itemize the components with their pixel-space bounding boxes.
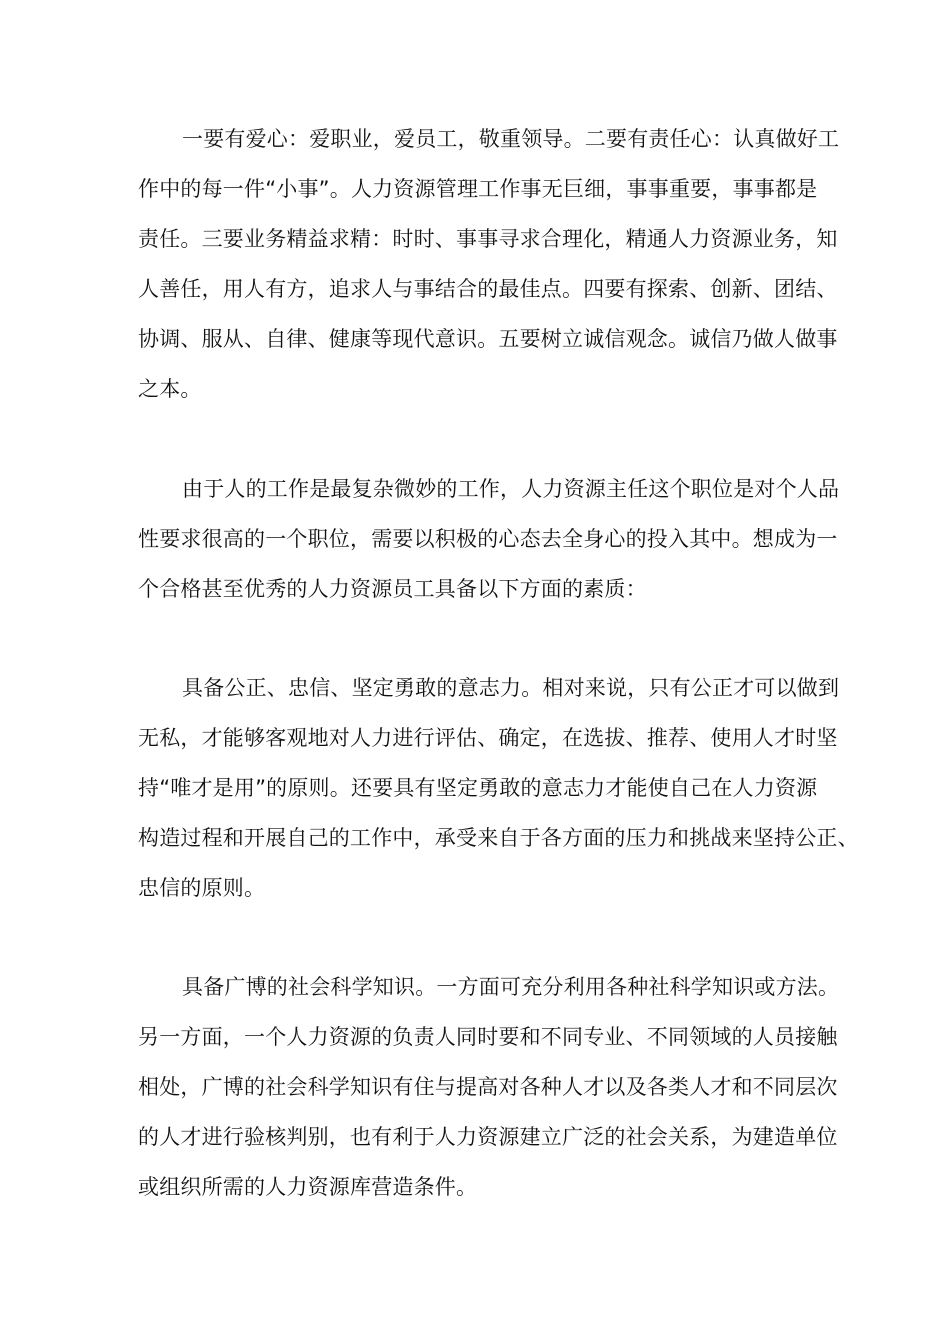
paragraph-introduction — [138, 464, 840, 614]
paragraph-line: 无私，才能够客观地对人力进行评估、确定，在选拔、推荐、使用人才时坚 — [138, 726, 838, 750]
paragraph-knowledge — [138, 962, 840, 1212]
paragraph-line: 另一方面，一个人力资源的负责人同时要和不同专业、不同领域的人员接触 — [138, 1025, 838, 1049]
paragraph-line: 忠信的原则。 — [138, 876, 266, 900]
paragraph-line: 或组织所需的人力资源库营造条件。 — [138, 1175, 478, 1199]
paragraph-line: 个合格甚至优秀的人力资源员工具备以下方面的素质： — [138, 577, 647, 601]
paragraph-line: 具备广博的社会科学知识。一方面可充分利用各种社科学知识或方法。 — [182, 975, 840, 999]
paragraph-line: 协调、服从、自律、健康等现代意识。五要树立诚信观念。诚信乃做人做事 — [138, 327, 838, 351]
paragraph-responsibilities — [138, 114, 840, 414]
paragraph-line: 作中的每一件“小事”。人力资源管理工作事无巨细，事事重要，事事都是 — [138, 177, 818, 201]
paragraph-line: 具备公正、忠信、坚定勇敢的意志力。相对来说，只有公正才可以做到 — [182, 676, 840, 700]
paragraph-line: 性要求很高的一个职位，需要以积极的心态去全身心的投入其中。想成为一 — [138, 527, 838, 551]
paragraph-line: 一要有爱心：爱职业，爱员工，敬重领导。二要有责任心：认真做好工 — [182, 127, 840, 151]
paragraph-line: 人善任，用人有方，追求人与事结合的最佳点。四要有探索、创新、团结、 — [138, 277, 838, 301]
paragraph-line: 由于人的工作是最复杂微妙的工作，人力资源主任这个职位是对个人品 — [182, 477, 840, 501]
paragraph-line: 持“唯才是用”的原则。还要具有坚定勇敢的意志力才能使自己在人力资源 — [138, 776, 818, 800]
paragraph-line: 的人才进行验核判别，也有利于人力资源建立广泛的社会关系，为建造单位 — [138, 1125, 838, 1149]
paragraph-line: 责任。三要业务精益求精：时时、事事寻求合理化，精通人力资源业务，知 — [138, 227, 838, 251]
paragraph-line: 之本。 — [138, 377, 202, 401]
paragraph-line: 相处，广博的社会科学知识有住与提高对各种人才以及各类人才和不同层次 — [138, 1075, 838, 1099]
paragraph-line: 构造过程和开展自己的工作中，承受来自于各方面的压力和挑战来坚持公正、 — [138, 826, 859, 850]
paragraph-fairness — [138, 663, 859, 913]
